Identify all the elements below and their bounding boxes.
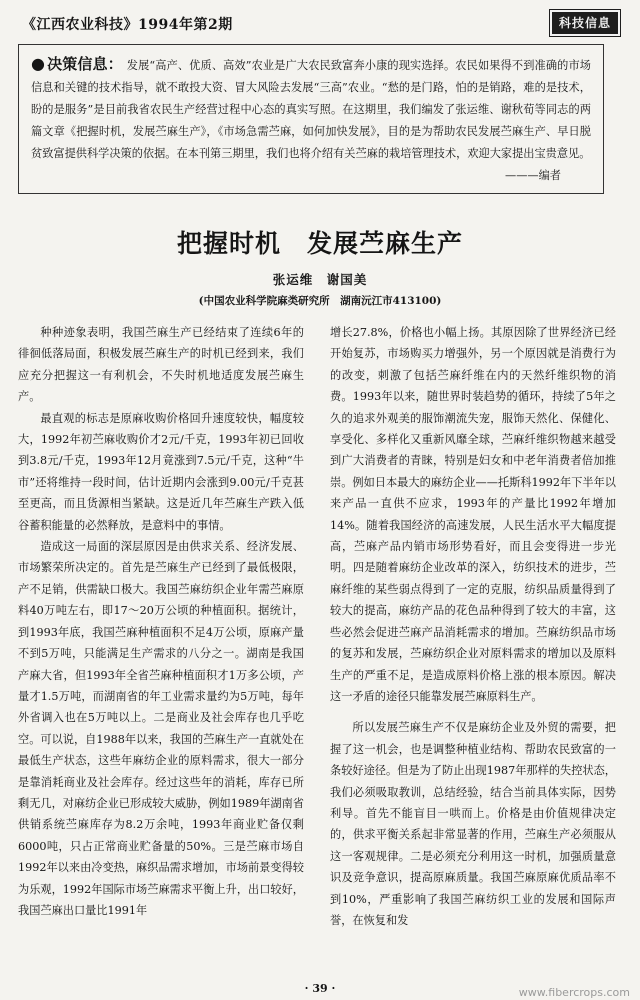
bullet-icon: ●	[31, 54, 46, 73]
paragraph: 增长27.8%，价格也小幅上扬。其原因除了世界经济已经开始复苏，市场购买力增强外，另一个原因就是消费行为的改变，刺激了包括苎麻纤维在内的天然纤维织物的消费。1993年以来，随世界时装趋势的循环，持续了5年之久的追求外观美的服饰潮流失宠，服饰天然化、保健化、享受化、多样化又重新风靡全球，苎麻纤维织物越来越受到广大消费者的青睐，特别是妇女和中老年消费者倍加推崇。例如日本最大的麻纺企业——托斯科1992年下半年以来产品一直供不应求，1993年的产量比1992年增加14%。随着我国经济的高速发展，人民生活水平大幅度提高，苎麻产品内销市场形势看好，而且会变得进一步光明。四是随着麻纺企业改革的深入，纺织技术的进步，苎麻纤维的某些弱点得到了一定的克服，纺织品质量得到了较大的提高，麻纺产品的花色品种得到了较大的丰富，这些必然会促进苎麻产品消耗需求的增加。苎麻纺织品市场的复苏和发展，苎麻纺织企业对原料需求的增加以及原料生产的严重不足，是造成原料价格上涨的根本原因。解决这一矛盾的途径只能靠发展苎麻原料生产。	[330, 326, 616, 703]
left-column	[18, 322, 304, 921]
paragraph: 种种迹象表明，我国苎麻生产已经结束了连续6年的徘徊低落局面，积极发展苎麻生产的时机已经到来，我们应充分把握这一有利机会，不失时机地适度发展苎麻生产。	[18, 326, 304, 404]
editor-notice-box	[18, 44, 604, 194]
article-affiliation: (中国农业科学院麻类研究所 湖南沅江市413100)	[198, 295, 442, 307]
page-header	[22, 10, 620, 38]
article-title: 把握时机 发展苎麻生产	[176, 229, 463, 258]
notice-text: 发展“高产、优质、高效”农业是广大农民致富奔小康的现实选择。农民如果得不到准确的市场信息和关键的技术指导，就不敢投大资、冒大风险去发展“三高”农业。“愁的是门路，怕的是销路，难的是技术，盼的是服务”是目前我省农民生产经营过程中心态的真实写照。在这期里，我们编发了张运维、谢秋荀等同志的两篇文章《把握时机，发展苎麻生产》，《市场急需苎麻，如何加快发展》，目的是为帮助农民发展苎麻生产、早日脱贫致富提供科学决策的依据。在本刊第三期里，我们也将介绍有关苎麻的栽培管理技术，欢迎大家提出宝贵意见。	[31, 59, 591, 160]
notice-heading: 决策信息：	[47, 55, 123, 73]
journal-issue: 《江西农业科技》1994年第2期	[22, 17, 233, 33]
watermark: www.fibercrops.com	[518, 986, 630, 999]
paragraph-gap	[330, 707, 616, 717]
right-column	[330, 322, 616, 931]
page-number: · 39 ·	[304, 982, 336, 995]
section-badge: 科技信息	[550, 10, 620, 36]
paragraph: 所以发展苎麻生产不仅是麻纺企业及外贸的需要，把握了这一机会，也是调整种植业结构、帮助农民致富的一条较好途径。但是为了防止出现1987年那样的失控状态，我们必须吸取教训，总结经验，结合当前具体实际，因势利导。首先不能盲目一哄而上。价格是由价值规律决定的，供求平衡关系起非常显著的作用，苎麻生产必须服从这一客观规律。二是必须充分利用这一时机，加强质量意识及竞争意识，提高原麻质量。我国苎麻原麻优质品率不到10%，严重影响了我国苎麻纺织工业的发展和国际声誉，在恢复和发	[330, 721, 616, 927]
article-authors: 张运维 谢国美	[272, 272, 368, 287]
paragraph: 最直观的标志是原麻收购价格回升速度较快，幅度较大，1992年初苎麻收购价才2元/千克，1993年初已回收到3.8元/千克，1993年12月竟涨到7.5元/千克，这种“牛市”还将维持一段时间，估计近期内会涨到9.00元/千克甚至更高，而且货源相当紧缺。这是近几年苎麻生产跌入低谷蓄积能量的必然释放，是意料中的事情。	[18, 411, 304, 532]
notice-signature: ———编者	[505, 169, 561, 182]
paragraph: 造成这一局面的深层原因是由供求关系、经济发展、市场繁荣所决定的。首先是苎麻生产已经到了最低极限，产不足销，供需缺口极大。我国苎麻纺织企业年需苎麻原料40万吨左右，即17～20万公顷的种植面积。据统计，到1993年底，我国苎麻种植面积不足4万公顷，原麻产量不到5万吨，只能满足生产需求的八分之一。湖南是我国产麻大省，但1993年全省苎麻种植面积才1万多公顷，产量才1.5万吨，而湖南省的年工业需求量约为5万吨，每年外省调入也在5万吨以上。二是商业及社会库存也几乎吃空。可以说，自1988年以来，我国的苎麻生产一直就处在最低生产状态，这些年麻纺企业的原料需求，很大一部分是靠消耗商业及社会库存。经过这些年的消耗，库存已所剩无几，对麻纺企业已形成较大威胁，例如1989年湖南省供销系统苎麻库存为8.2万余吨，1993年商业贮备仅剩6000吨，只占正常商业贮备量的50%。三是苎麻市场自1992年以来由冷变热，麻织品需求增加，市场前景变得较为乐观，1992年国际市场苎麻需求平衡上升，出口较好，我国苎麻出口量比1991年	[18, 540, 304, 917]
